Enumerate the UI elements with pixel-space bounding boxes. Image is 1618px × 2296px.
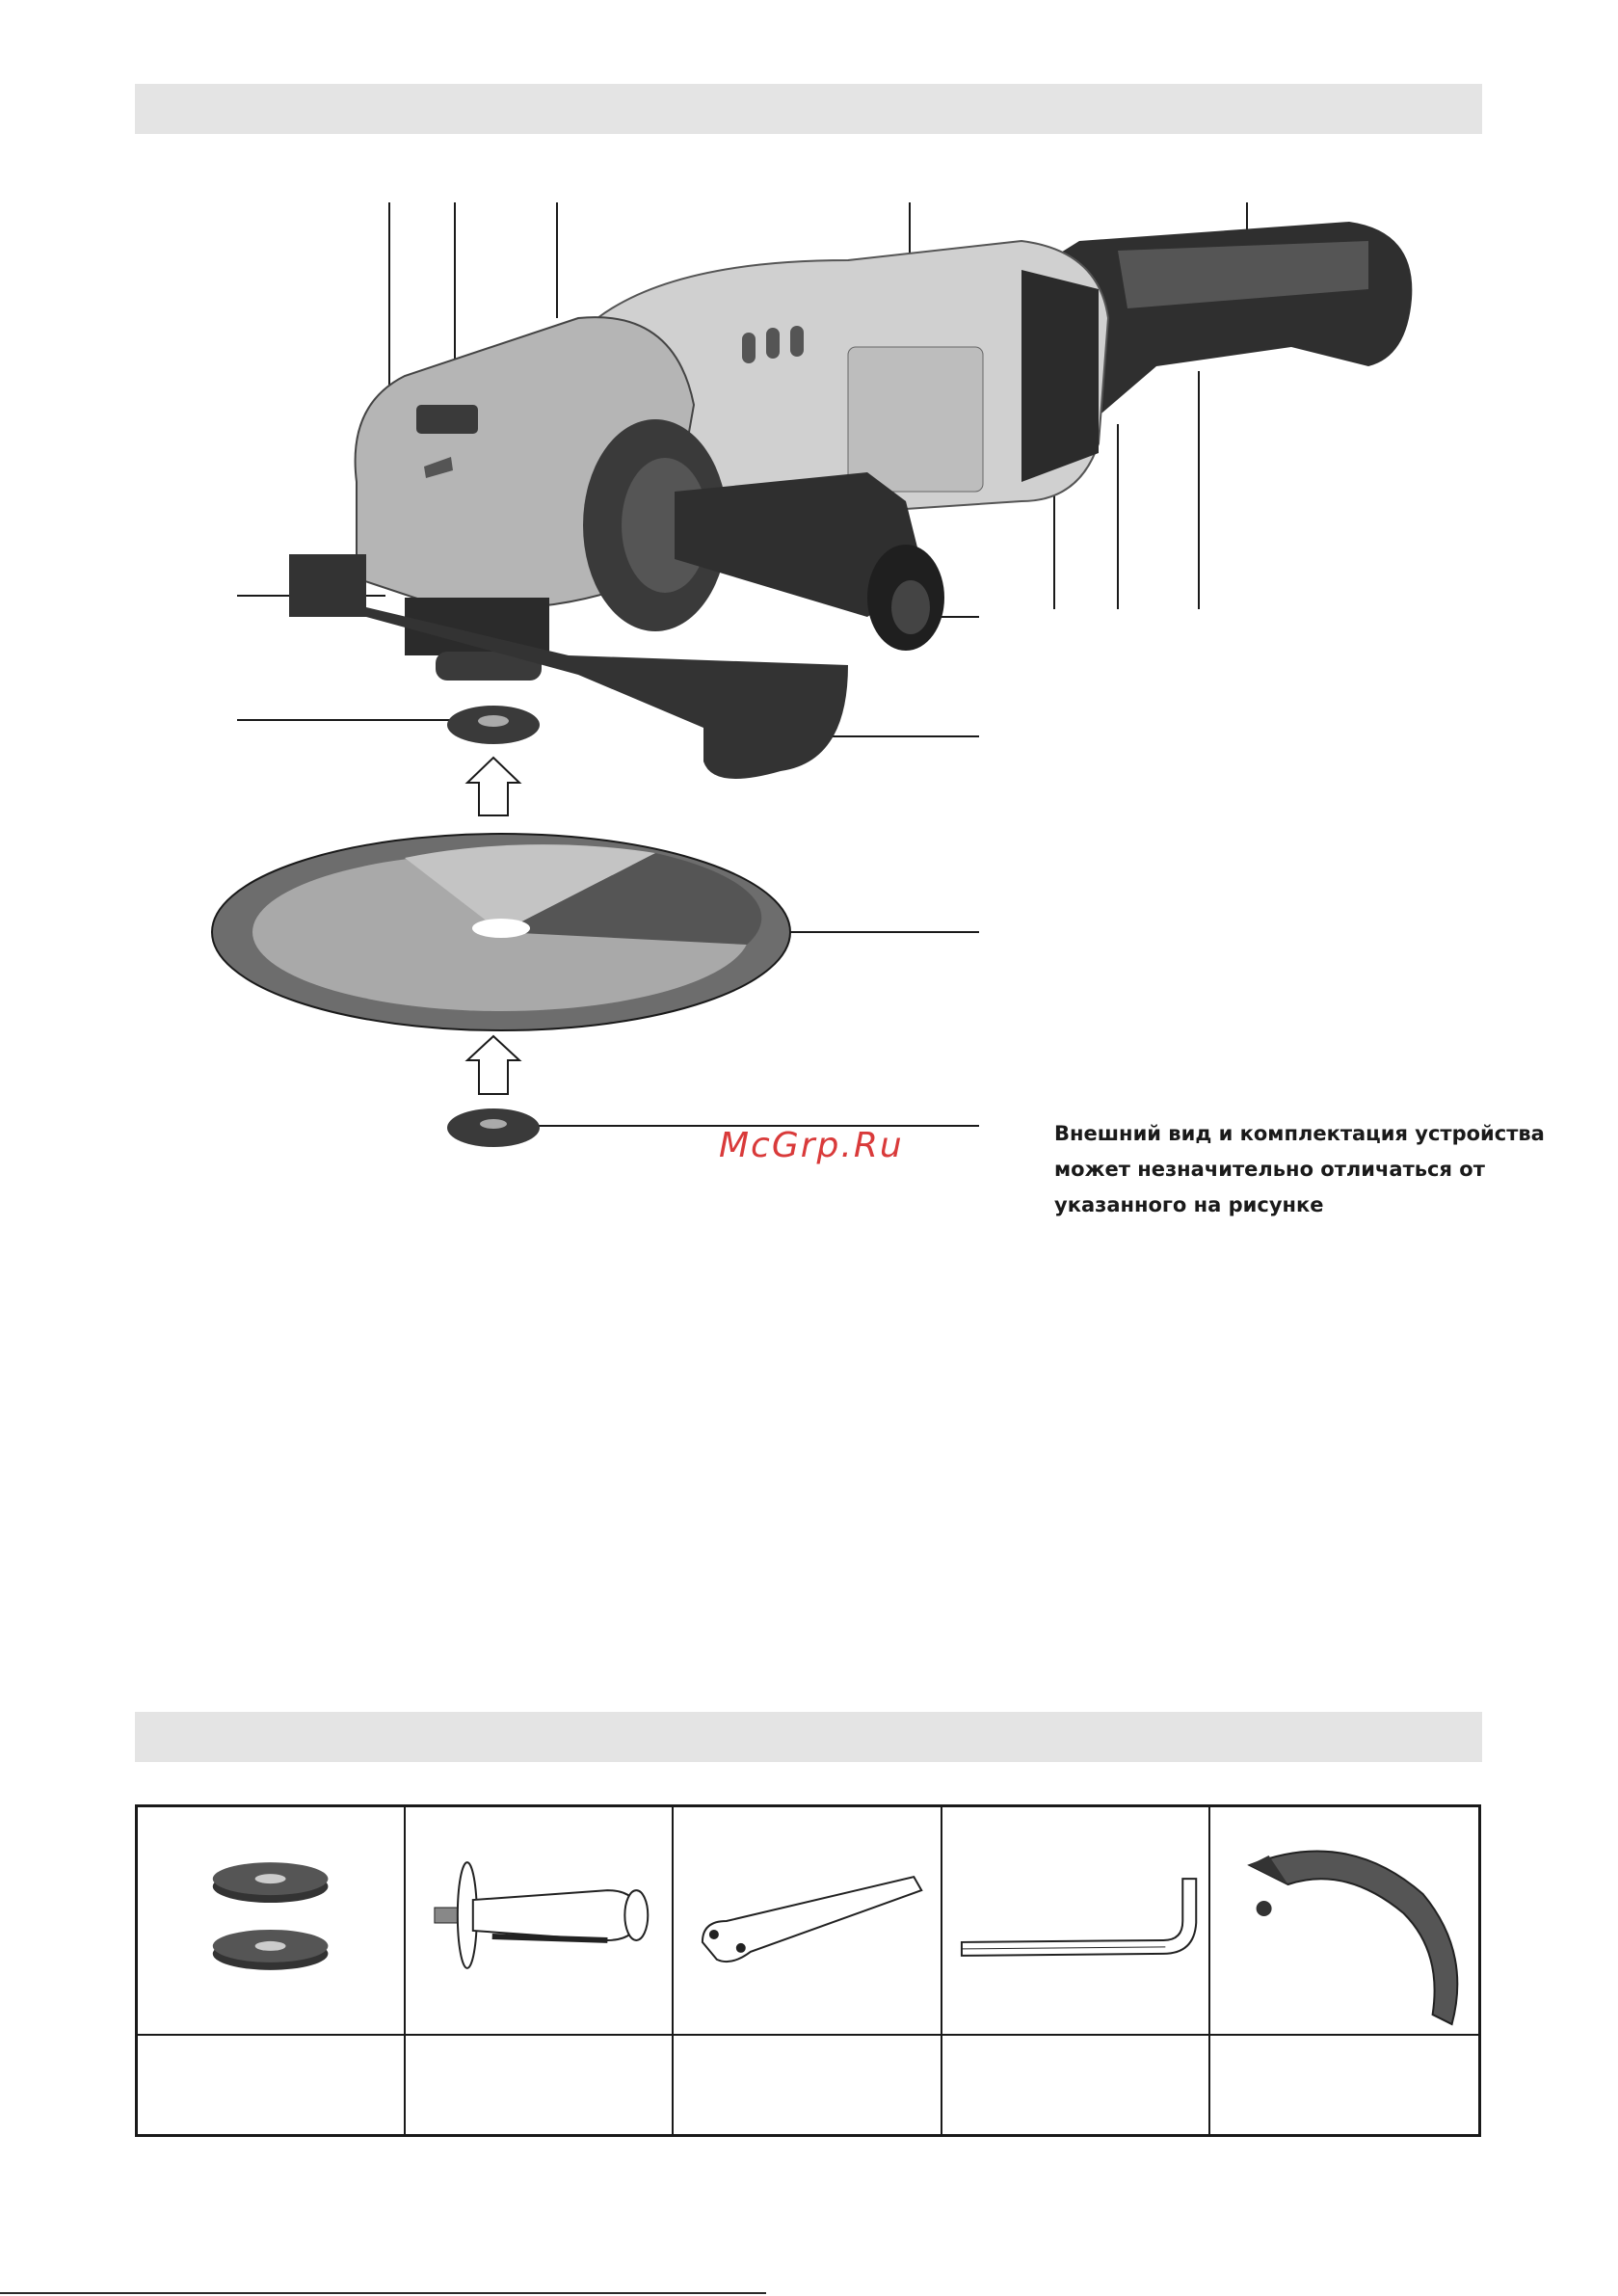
footer-rule bbox=[0, 2292, 766, 2294]
note-line-1: Внешний вид и комплектация устройства bbox=[1054, 1122, 1545, 1145]
accessory-cell-hex-key bbox=[942, 1807, 1210, 2036]
accessory-label-5 bbox=[1210, 2036, 1478, 2134]
appearance-note bbox=[1054, 1116, 1555, 1223]
accessory-cell-pin-spanner bbox=[674, 1807, 942, 2036]
section-header-band-bottom bbox=[135, 1712, 1482, 1762]
side-handle-icon bbox=[406, 1807, 672, 2034]
pin-spanner-icon bbox=[674, 1807, 940, 2034]
hex-key-icon bbox=[942, 1807, 1208, 2034]
accessory-label-2 bbox=[406, 2036, 674, 2134]
accessory-cell-guard bbox=[1210, 1807, 1478, 2036]
flange-nuts-icon bbox=[138, 1807, 404, 2034]
watermark-text: McGrp.Ru bbox=[719, 1126, 904, 1165]
accessory-label-4 bbox=[942, 2036, 1210, 2134]
accessory-cell-side-handle bbox=[406, 1807, 674, 2036]
accessory-label-3 bbox=[674, 2036, 942, 2134]
arrow-up-icon bbox=[467, 758, 519, 815]
accessories-table bbox=[135, 1804, 1481, 2137]
note-line-3: указанного на рисунке bbox=[1054, 1193, 1324, 1216]
note-line-2: может незначительно отличаться от bbox=[1054, 1158, 1485, 1181]
arrow-up-icon-2 bbox=[467, 1036, 519, 1094]
wheel-guard-icon bbox=[1210, 1807, 1478, 2034]
accessory-label-1 bbox=[138, 2036, 406, 2134]
accessory-cell-flanges bbox=[138, 1807, 406, 2036]
